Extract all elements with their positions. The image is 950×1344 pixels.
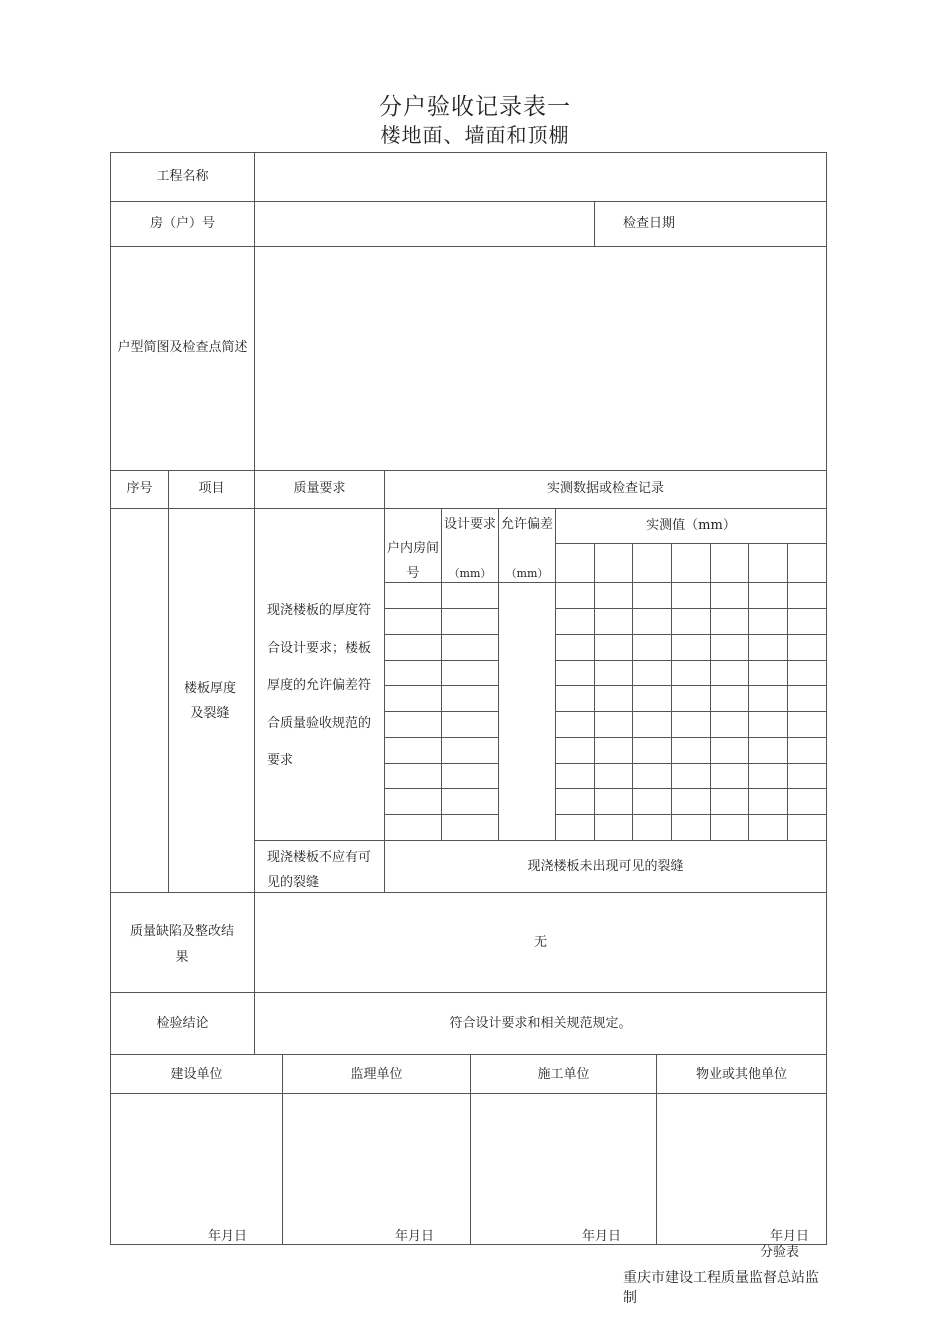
signer-supervision: 监理单位 <box>350 1067 403 1082</box>
unit-no-label: 房（户）号 <box>149 216 215 231</box>
page-title: 分户验收记录表一 <box>379 94 571 120</box>
design-req-unit: （mm） <box>448 567 492 580</box>
signer-property: 物业或其他单位 <box>695 1067 787 1082</box>
form-number: 分验表 <box>760 1245 800 1260</box>
tolerance-header: 允许偏差 <box>500 517 553 532</box>
grid-line <box>594 543 595 840</box>
header-item: 项目 <box>198 481 225 496</box>
grid-line <box>555 634 826 635</box>
project-name-label: 工程名称 <box>156 169 209 184</box>
thickness-requirement: 现浇楼板的厚度符合设计要求；楼板厚度的允许偏差符合质量验收规范的要求 <box>267 603 372 768</box>
row-divider <box>110 1093 827 1094</box>
grid-line <box>748 543 749 840</box>
floorplan-area[interactable] <box>256 248 824 468</box>
row-divider <box>110 201 827 202</box>
signer-contractor: 施工单位 <box>537 1067 590 1082</box>
grid-line <box>384 814 499 815</box>
tolerance-unit: （mm） <box>505 567 549 580</box>
conclusion-value: 符合设计要求和相关规范规定。 <box>449 1016 632 1031</box>
row-divider <box>110 470 827 471</box>
crack-requirement: 现浇楼板不应有可见的裂缝 <box>267 850 372 890</box>
grid-line <box>254 840 826 841</box>
signer-construction: 建设单位 <box>170 1067 223 1082</box>
grid-line <box>671 543 672 840</box>
design-req-header: 设计要求 <box>443 517 496 532</box>
table-border-right <box>826 152 827 1245</box>
unit-no-value[interactable] <box>256 212 592 236</box>
row-divider <box>110 246 827 247</box>
crack-result: 现浇楼板未出现可见的裂缝 <box>527 859 684 874</box>
grid-line <box>498 508 499 840</box>
grid-line <box>384 608 499 609</box>
header-quality: 质量要求 <box>293 481 346 496</box>
grid-line <box>555 737 826 738</box>
grid-line <box>555 763 826 764</box>
conclusion-label: 检验结论 <box>156 1016 209 1031</box>
room-no-header: 户内房间号 <box>386 541 439 581</box>
project-name-value[interactable] <box>256 165 824 189</box>
grid-line <box>632 543 633 840</box>
header-seq: 序号 <box>126 481 153 496</box>
grid-line <box>710 543 711 840</box>
header-measured: 实测数据或检查记录 <box>546 481 664 496</box>
grid-line <box>555 685 826 686</box>
grid-line <box>555 508 556 840</box>
date-property: 年月日 <box>770 1229 810 1244</box>
row-divider <box>110 992 827 993</box>
grid-line <box>384 660 499 661</box>
col-divider <box>254 508 255 892</box>
grid-line <box>384 711 499 712</box>
defects-label: 质量缺陷及整改结果 <box>129 924 234 965</box>
floorplan-label: 户型简图及检查点简述 <box>117 340 248 355</box>
date-construction: 年月日 <box>208 1229 248 1244</box>
grid-line <box>384 685 499 686</box>
col-divider <box>384 470 385 892</box>
row-divider <box>110 508 827 509</box>
grid-line <box>384 737 499 738</box>
grid-line <box>441 508 442 840</box>
measured-values-header: 实测值（mm） <box>646 518 736 533</box>
grid-line <box>555 711 826 712</box>
grid-line <box>555 788 826 789</box>
issuer: 重庆市建设工程质量监督总站监制 <box>623 1270 819 1306</box>
grid-line <box>384 763 499 764</box>
row-divider <box>110 892 827 893</box>
date-contractor: 年月日 <box>582 1229 622 1244</box>
grid-line <box>555 608 826 609</box>
grid-line <box>787 543 788 840</box>
col-divider <box>594 201 595 246</box>
table-border-top <box>110 152 827 153</box>
check-date-label: 检查日期 <box>623 216 676 231</box>
date-supervision: 年月日 <box>395 1229 435 1244</box>
grid-line <box>555 660 826 661</box>
grid-line <box>384 634 499 635</box>
grid-line <box>555 814 826 815</box>
grid-line <box>384 788 499 789</box>
page-subtitle: 楼地面、墙面和顶棚 <box>380 123 570 147</box>
item-name: 楼板厚度及裂缝 <box>183 681 236 721</box>
col-divider <box>254 152 255 508</box>
col-divider <box>168 470 169 892</box>
grid-line <box>555 543 826 544</box>
defects-value: 无 <box>533 935 547 950</box>
row-divider <box>110 1054 827 1055</box>
